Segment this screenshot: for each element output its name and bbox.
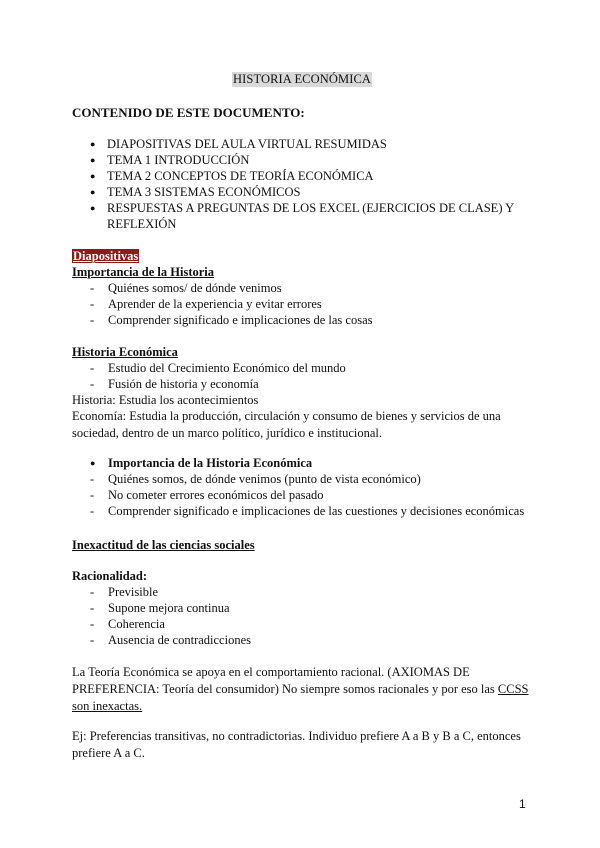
list-item: - Quiénes somos/ de dónde venimos [72, 280, 532, 296]
contents-item: ● TEMA 3 SISTEMAS ECONÓMICOS [90, 184, 530, 200]
historia-economica-list [72, 360, 532, 392]
ccss-underlined: CCSS son inexactas. [72, 682, 529, 713]
list-item: - Aprender de la experiencia y evitar errores [72, 296, 532, 312]
list-item: - No cometer errores económicos del pasado [72, 487, 542, 503]
axiomas-paragraph [72, 664, 532, 715]
example-text: Ej: Preferencias transitivas, no contradictorias. Individuo prefiere A a B y B a C, entonces prefiere A a C. [72, 729, 521, 760]
list-item: - Previsible [72, 584, 532, 600]
importancia-he-list [72, 471, 542, 519]
importancia-he-heading: ● Importancia de la Historia Económica [72, 455, 542, 471]
contents-list [90, 136, 530, 232]
list-item: - Comprender significado e implicaciones de las cosas [72, 312, 532, 328]
list-item: - Ausencia de contradicciones [72, 632, 532, 648]
contents-heading: CONTENIDO DE ESTE DOCUMENTO: [72, 105, 305, 120]
racionalidad-list [72, 584, 532, 648]
list-item: - Quiénes somos, de dónde venimos (punto de vista económico) [72, 471, 542, 487]
diapositivas-label: Diapositivas [73, 249, 139, 263]
contents-item: ● TEMA 2 CONCEPTOS DE TEORÍA ECONÓMICA [90, 168, 530, 184]
document-title: HISTORIA ECONÓMICA [233, 72, 372, 86]
contents-item: ● DIAPOSITIVAS DEL AULA VIRTUAL RESUMIDAS [90, 136, 530, 152]
section-inexactitud [72, 537, 532, 553]
page-number: 1 [519, 797, 526, 811]
section-racionalidad [72, 568, 532, 648]
importancia-he-heading-list [72, 455, 542, 471]
importancia-historia-list [72, 280, 532, 328]
economia-definition: Economía: Estudia la producción, circulación y consumo de bienes y servicios de una sociedad, dentro de un marco político, jurídico e institucional. [72, 409, 501, 440]
importancia-historia-heading: Importancia de la Historia [72, 265, 215, 279]
example-paragraph [72, 728, 532, 762]
section-importancia-he [72, 455, 542, 519]
list-item: - Coherencia [72, 616, 532, 632]
contents-item: ● RESPUESTAS A PREGUNTAS DE LOS EXCEL (EJERCICIOS DE CLASE) Y REFLEXIÓN [90, 200, 530, 232]
historia-definition: Historia: Estudia los acontecimientos [72, 393, 259, 407]
section-diapositivas [72, 248, 532, 328]
axiomas-text: La Teoría Económica se apoya en el comportamiento racional. (AXIOMAS DE PREFERENCIA: Teoría del consumidor) No siempre somos racionales y por eso las [72, 665, 498, 696]
list-item: - Fusión de historia y economía [72, 376, 532, 392]
list-item: - Comprender significado e implicaciones de las cuestiones y decisiones económicas [72, 503, 542, 519]
list-item: - Supone mejora continua [72, 600, 532, 616]
historia-economica-heading: Historia Económica [72, 345, 178, 359]
racionalidad-heading: Racionalidad: [72, 569, 148, 583]
section-historia-economica [72, 344, 532, 442]
list-item: - Estudio del Crecimiento Económico del mundo [72, 360, 532, 376]
contents-item: ● TEMA 1 INTRODUCCIÓN [90, 152, 530, 168]
inexactitud-heading: Inexactitud de las ciencias sociales [72, 538, 255, 552]
